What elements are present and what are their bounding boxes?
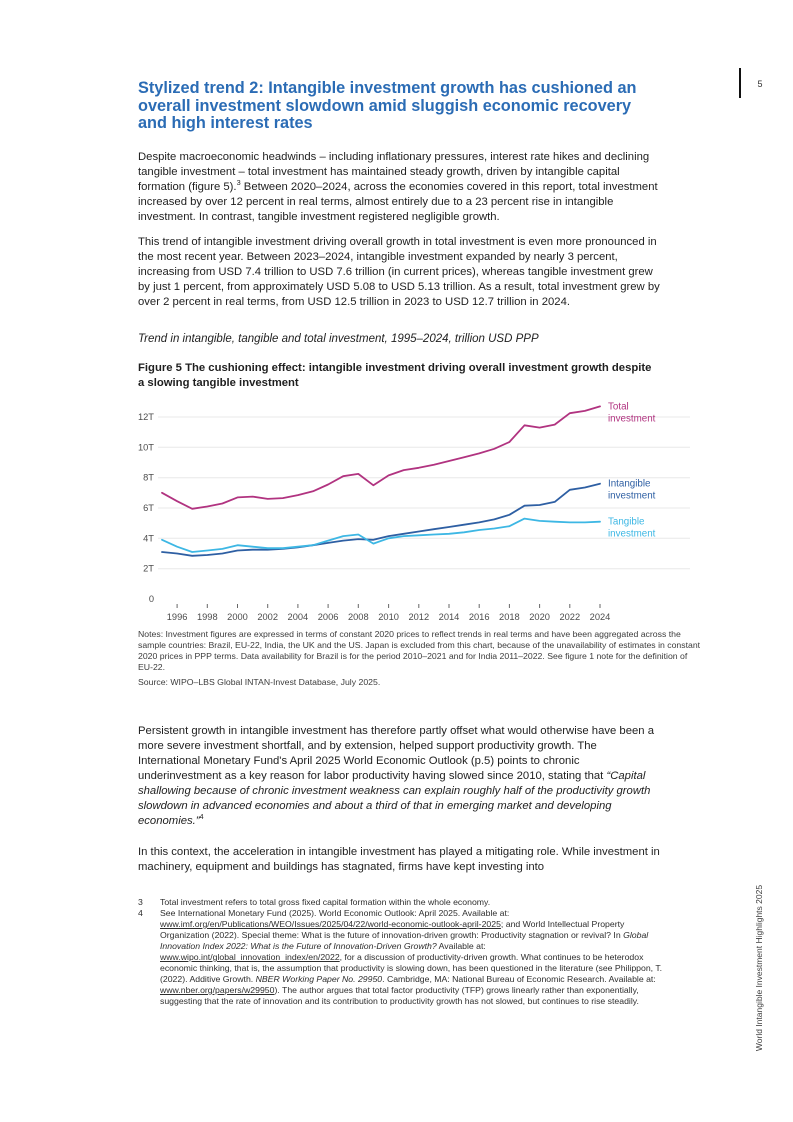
x-axis-tick-label: 2000 — [227, 611, 248, 622]
paragraph-4: In this context, the acceleration in intangible investment has played a mitigating role. While investment in machinery, equipment and buildings has stagnated, firms have kept investing into — [138, 845, 660, 873]
content-column — [138, 80, 703, 1007]
y-axis-tick-label: 6T — [143, 502, 154, 513]
figure-caption: Figure 5 The cushioning effect: intangible investment driving overall investment growth despite a slowing tangible investment — [138, 361, 652, 389]
footnote-number: 3 — [138, 896, 143, 907]
footnotes-block — [138, 897, 663, 1007]
text-segment: , for a discussion of productivity-driven growth. What continues to be heterodox economic thinking, that is, the assumption that productivity is slowing down, has been questioned in the literature (see Philippon, T. (2022). Additive Growth. — [160, 951, 663, 984]
paragraph-3 — [138, 724, 660, 829]
page-number: 5 — [757, 79, 763, 89]
text-segment: Despite macroeconomic headwinds – including inflationary pressures, interest rate hikes and declining tangible investment – total investment has maintained steady growth, driven by intangible capital formation (figure 5). — [138, 150, 650, 193]
text-segment: ; and World Intellectual Property Organization (2022). Special theme: What is the future of innovation-driven growth: Productivity stagnation or revival? In — [160, 918, 625, 940]
text-segment: ). The author argues that total factor productivity (TFP) grows linearly rather than exponentially, suggesting that the rate of innovation and its contribution to productivity growth has not slowed, but continues to rise steadily. — [160, 984, 639, 1006]
line-chart-svg — [138, 399, 693, 627]
footnote-number: 4 — [138, 907, 143, 918]
chart-subtitle: Trend in intangible, tangible and total investment, 1995–2024, trillion USD PPP — [138, 332, 539, 345]
link[interactable]: www.imf.org/en/Publications/WEO/Issues/2025/04/22/world-economic-outlook-april-2025 — [160, 918, 501, 929]
figure-source: Source: WIPO–LBS Global INTAN-Invest Database, July 2025. — [138, 676, 381, 687]
y-axis-tick-label: 0 — [148, 593, 154, 604]
text-segment: Global Innovation Index 2022: What is the Future of Innovation-Driven Growth? — [160, 929, 649, 951]
x-axis-tick-label: 2020 — [529, 611, 550, 622]
text-segment: Total investment refers to total gross fixed capital formation within the whole economy. — [160, 896, 491, 907]
figure-notes: Notes: Investment figures are expressed in terms of constant 2020 prices to reflect trends in real terms and have been aggregated across the sample countries: Brazil, EU-22, India, the UK and the US. Japan is excluded from this chart, because of the unavailability of estimates in constant 2020 prices in PPP terms. Data availability for Brazil is for the period 2010–2021 and for India 2011–2022. See figure 1 note for the definition of EU-22. — [138, 628, 701, 673]
text-segment: “Capital shallowing because of chronic investment weakness can explain roughly half of the productivity growth slowdown in advanced economies and about a third of that in emerging market and developing economies.” — [138, 769, 651, 827]
figure-5-line-chart — [138, 399, 693, 627]
x-axis-tick-label: 1998 — [196, 611, 218, 622]
y-axis-tick-label: 8T — [143, 472, 154, 483]
section-heading: Stylized trend 2: Intangible investment growth has cushioned an overall investment slowdown amid sluggish economic recovery and high interest rates — [138, 79, 637, 132]
footnote-text — [160, 908, 663, 1007]
x-axis-tick-label: 2004 — [287, 611, 309, 622]
page-margin-rule — [739, 68, 741, 98]
y-axis-tick-label: 2T — [143, 563, 154, 574]
y-axis-tick-label: 12T — [138, 411, 154, 422]
series-label: Total investment — [608, 400, 656, 424]
x-axis-tick-label: 2008 — [347, 611, 369, 622]
x-axis-tick-label: 2010 — [378, 611, 399, 622]
footnote-marker: 4 — [199, 812, 204, 822]
series-line — [162, 406, 600, 508]
x-axis-tick-label: 2024 — [589, 611, 611, 622]
text-segment: Between 2020–2024, across the economies covered in this report, total investment increased by over 12 percent in real terms, almost entirely due to a 23 percent rise in intangible investment. In contrast, tangible investment registered negligible growth. — [138, 180, 658, 223]
x-axis-tick-label: 2012 — [408, 611, 430, 622]
x-axis-tick-label: 2018 — [499, 611, 520, 622]
footnote-4 — [138, 908, 663, 1007]
x-axis-tick-label: 2014 — [438, 611, 460, 622]
x-axis-tick-label: 2022 — [559, 611, 581, 622]
text-segment: See International Monetary Fund (2025). World Economic Outlook: April 2025. Available at: — [160, 907, 510, 918]
series-line — [162, 518, 600, 551]
text-segment: . Cambridge, MA: National Bureau of Economic Research. Available at: — [382, 973, 656, 984]
text-segment: NBER Working Paper No. 29950 — [255, 973, 383, 984]
paragraph-2: This trend of intangible investment driving overall growth in total investment is even more pronounced in the most recent year. Between 2023–2024, intangible investment expanded by nearly 3 percent, increasing from USD 7.4 trillion to USD 7.6 trillion (in current prices), whereas tangible investment grew by just 1 percent, from approximately USD 5.08 to USD 5.13 trillion. As a result, total investment grew by over 2 percent in real terms, from USD 12.5 trillion in 2023 to USD 12.7 trillion in 2024. — [138, 235, 660, 308]
report-title-vertical: World Intangible Investment Highlights 2025 — [754, 884, 764, 1052]
link[interactable]: www.nber.org/papers/w29950 — [160, 984, 275, 995]
series-label: Tangible investment — [608, 516, 656, 540]
y-axis-tick-label: 4T — [143, 532, 154, 543]
x-axis-tick-label: 2002 — [257, 611, 279, 622]
y-axis-tick-label: 10T — [138, 441, 154, 452]
series-label: Intangible investment — [608, 478, 656, 502]
text-segment: Persistent growth in intangible investment has therefore partly offset what would otherwise have been a more severe investment shortfall, and by extension, helped support productivity growth. The International Monetary Fund's April 2025 World Economic Outlook (p.5) points to chronic underinvestment as a key reason for labor productivity having slowed since 2010, stating that — [138, 724, 654, 782]
paragraph-1 — [138, 150, 660, 225]
link[interactable]: www.wipo.int/global_innovation_index/en/2022 — [160, 951, 340, 962]
x-axis-tick-label: 2006 — [317, 611, 339, 622]
x-axis-tick-label: 1996 — [166, 611, 188, 622]
footnote-marker: 3 — [236, 177, 241, 187]
text-segment: Available at: — [436, 940, 486, 951]
x-axis-tick-label: 2016 — [468, 611, 490, 622]
footnote-text — [160, 897, 663, 908]
footnote-3 — [138, 897, 663, 908]
